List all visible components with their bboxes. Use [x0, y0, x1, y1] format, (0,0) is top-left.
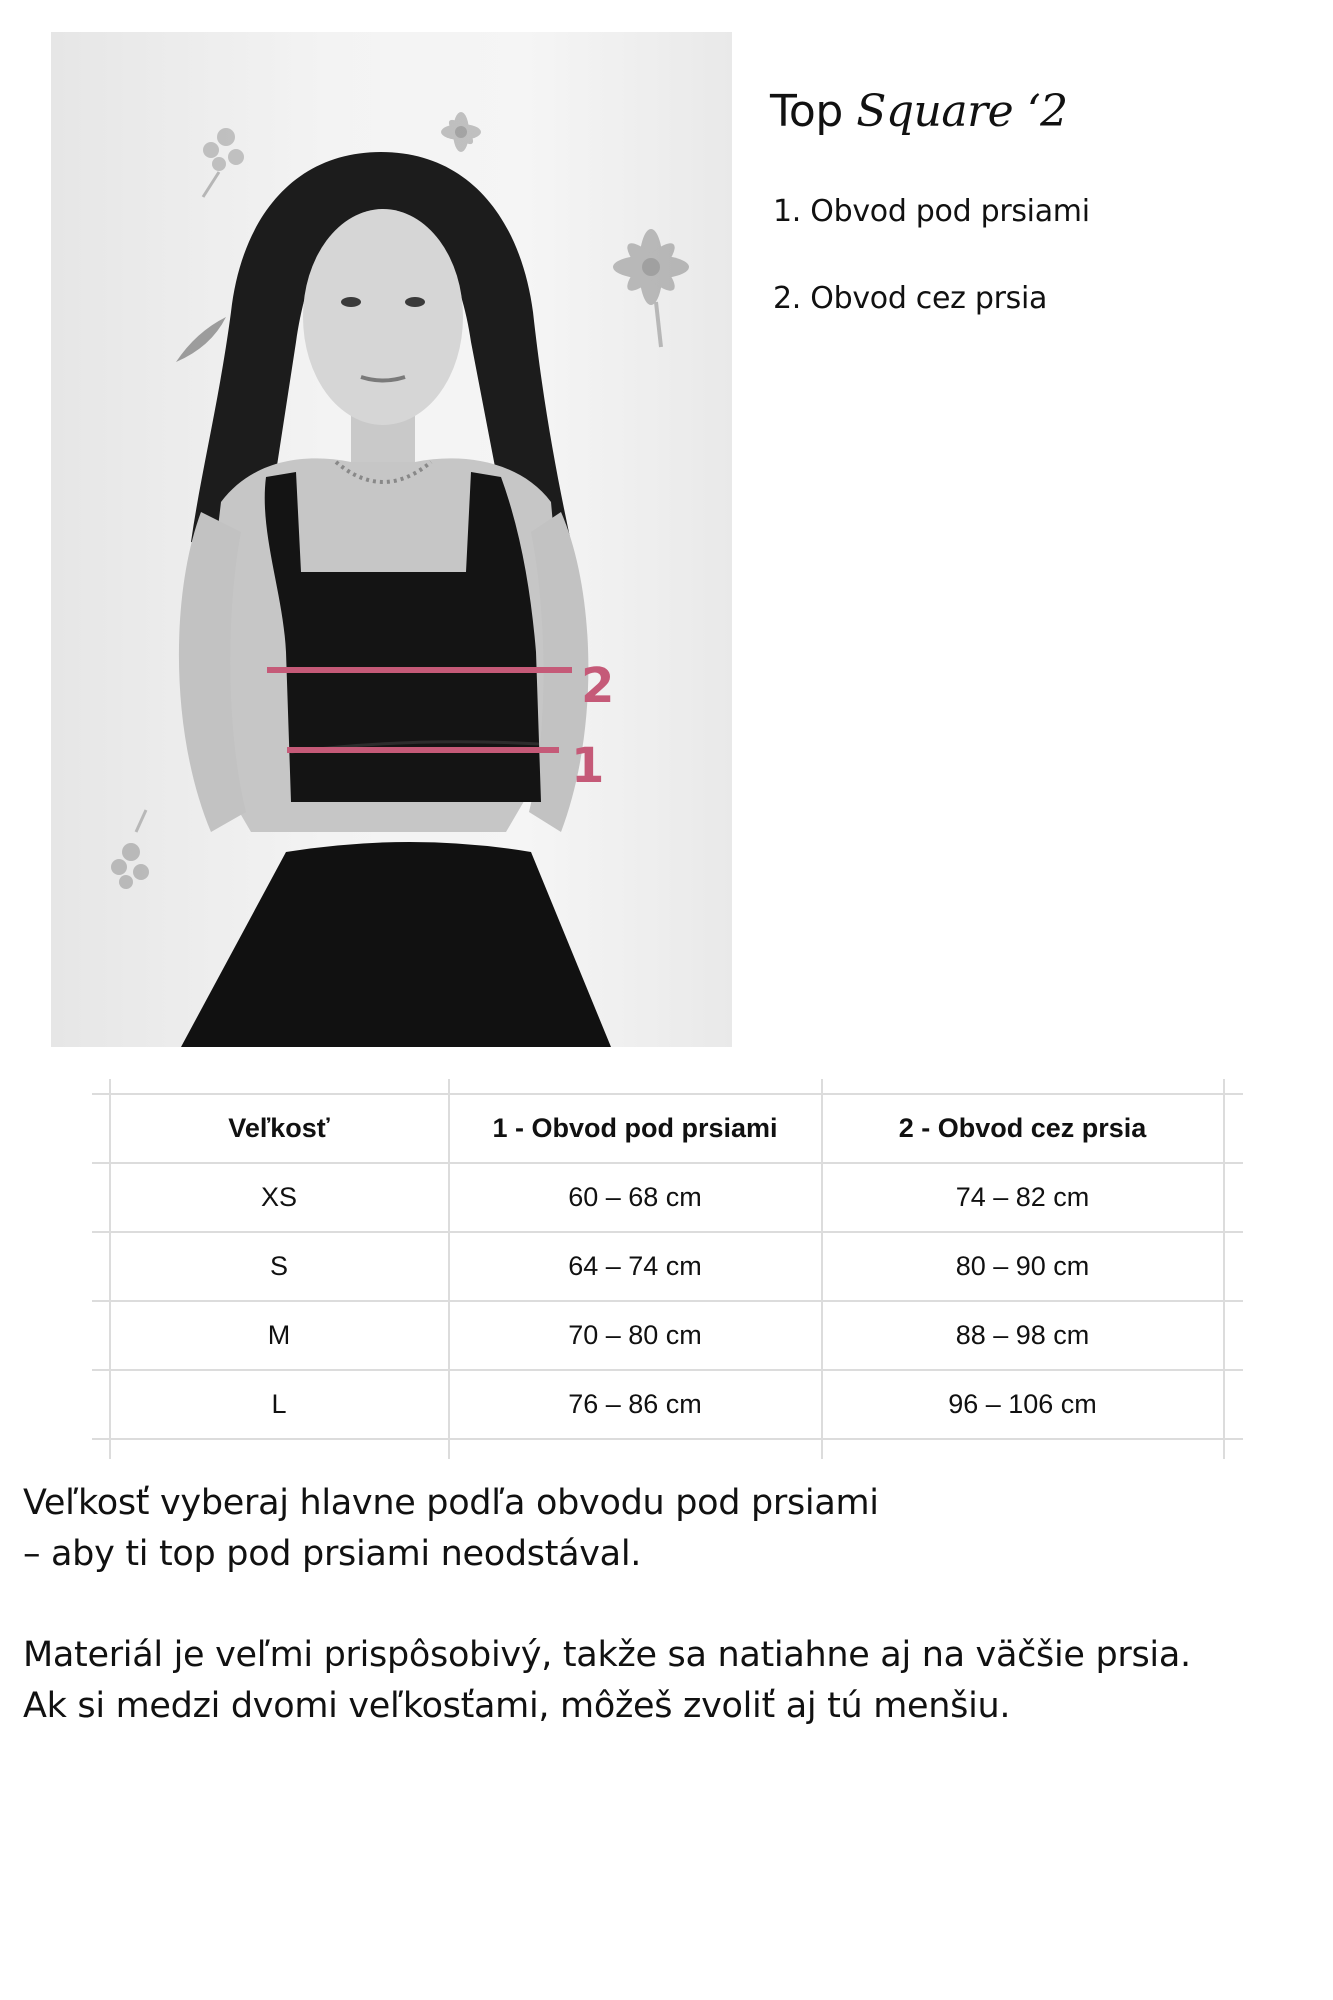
- eye-right: [405, 297, 425, 307]
- table-cell-under-bust: 76 – 86 cm: [568, 1388, 702, 1419]
- table-header-bust: 2 - Obvod cez prsia: [898, 1112, 1147, 1143]
- table-cell-size: M: [267, 1319, 291, 1350]
- size-advice-line-1: Veľkosť vyberaj hlavne podľa obvodu pod prsiami: [23, 1483, 879, 1523]
- measure-line-2: [267, 667, 572, 673]
- table-column-border: [1223, 1079, 1225, 1459]
- measure-marker-2: 2: [581, 658, 615, 714]
- flower-decoration: [441, 112, 481, 152]
- table-cell-size: XS: [260, 1181, 298, 1212]
- flower-decoration: [613, 229, 689, 347]
- product-title-part1: Top: [770, 86, 843, 137]
- table-cell-bust: 74 – 82 cm: [955, 1181, 1090, 1212]
- product-title: [770, 88, 1068, 136]
- table-cell-bust: 80 – 90 cm: [955, 1250, 1090, 1281]
- product-title-part2: Square ‘2: [856, 86, 1068, 137]
- size-table: [92, 1079, 1243, 1459]
- table-cell-under-bust: 60 – 68 cm: [568, 1181, 702, 1212]
- table-header-under-bust: 1 - Obvod pod prsiami: [492, 1112, 778, 1143]
- leaf-decoration: [176, 317, 226, 362]
- flower-decoration: [111, 810, 149, 889]
- size-advice-line-2: – aby ti top pod prsiami neodstával.: [23, 1534, 642, 1574]
- table-cell-bust: 96 – 106 cm: [948, 1388, 1097, 1419]
- table-cell-size: S: [269, 1250, 288, 1281]
- table-header-size: Veľkosť: [228, 1112, 330, 1143]
- table-cell-under-bust: 70 – 80 cm: [568, 1319, 702, 1350]
- legend-item-bust: 2. Obvod cez prsia: [773, 281, 1048, 316]
- table-cell-bust: 88 – 98 cm: [955, 1319, 1090, 1350]
- flower-decoration: [203, 128, 244, 197]
- material-note-line-2: Ak si medzi dvomi veľkosťami, môžeš zvoliť aj tú menšiu.: [23, 1686, 1011, 1726]
- skirt: [181, 842, 611, 1047]
- model-photo: [51, 32, 732, 1047]
- table-row-border: [92, 1438, 1243, 1440]
- table-cell-under-bust: 64 – 74 cm: [568, 1250, 702, 1281]
- face: [303, 209, 463, 425]
- legend-item-under-bust: 1. Obvod pod prsiami: [773, 194, 1090, 229]
- measure-line-1: [287, 747, 559, 753]
- measure-marker-1: 1: [571, 738, 605, 794]
- table-cell-size: L: [271, 1388, 287, 1419]
- eye-left: [341, 297, 361, 307]
- material-note-line-1: Materiál je veľmi prispôsobivý, takže sa natiahne aj na väčšie prsia.: [23, 1635, 1191, 1675]
- model-photo-illustration: [51, 32, 732, 1047]
